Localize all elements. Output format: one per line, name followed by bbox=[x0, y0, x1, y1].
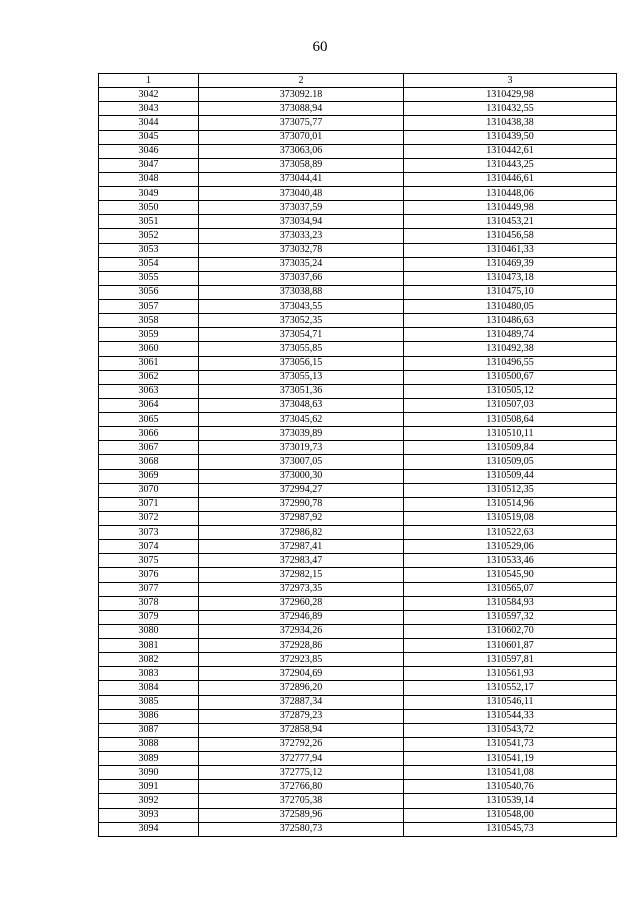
table-row bbox=[99, 653, 617, 667]
point-number-cell: 3057 bbox=[99, 300, 199, 314]
point-number-cell: 3055 bbox=[99, 271, 199, 285]
x-coordinate-cell: 373040,48 bbox=[199, 187, 404, 201]
y-coordinate-cell: 1310519,08 bbox=[404, 511, 617, 525]
table-row bbox=[99, 243, 617, 257]
point-number-cell: 3049 bbox=[99, 187, 199, 201]
table-row bbox=[99, 370, 617, 384]
header-cell-2: 2 bbox=[199, 74, 404, 88]
x-coordinate-cell: 372766,80 bbox=[199, 780, 404, 794]
y-coordinate-cell: 1310540,76 bbox=[404, 780, 617, 794]
y-coordinate-cell: 1310546,11 bbox=[404, 695, 617, 709]
x-coordinate-cell: 373033,23 bbox=[199, 229, 404, 243]
point-number-cell: 3067 bbox=[99, 441, 199, 455]
y-coordinate-cell: 1310522,63 bbox=[404, 526, 617, 540]
point-number-cell: 3083 bbox=[99, 667, 199, 681]
table-row bbox=[99, 695, 617, 709]
x-coordinate-cell: 373092.18 bbox=[199, 88, 404, 102]
y-coordinate-cell: 1310539,14 bbox=[404, 794, 617, 808]
x-coordinate-cell: 372923,85 bbox=[199, 653, 404, 667]
x-coordinate-cell: 372986,82 bbox=[199, 526, 404, 540]
y-coordinate-cell: 1310545,73 bbox=[404, 822, 617, 836]
y-coordinate-cell: 1310489,74 bbox=[404, 328, 617, 342]
x-coordinate-cell: 372589,96 bbox=[199, 808, 404, 822]
table-row bbox=[99, 808, 617, 822]
point-number-cell: 3059 bbox=[99, 328, 199, 342]
x-coordinate-cell: 373019,73 bbox=[199, 441, 404, 455]
point-number-cell: 3079 bbox=[99, 610, 199, 624]
x-coordinate-cell: 372987,41 bbox=[199, 540, 404, 554]
point-number-cell: 3043 bbox=[99, 102, 199, 116]
x-coordinate-cell: 372990,78 bbox=[199, 497, 404, 511]
y-coordinate-cell: 1310584,93 bbox=[404, 596, 617, 610]
point-number-cell: 3073 bbox=[99, 526, 199, 540]
y-coordinate-cell: 1310429,98 bbox=[404, 88, 617, 102]
x-coordinate-cell: 372946,89 bbox=[199, 610, 404, 624]
point-number-cell: 3044 bbox=[99, 116, 199, 130]
point-number-cell: 3070 bbox=[99, 483, 199, 497]
x-coordinate-cell: 373044,41 bbox=[199, 172, 404, 186]
point-number-cell: 3082 bbox=[99, 653, 199, 667]
y-coordinate-cell: 1310507,03 bbox=[404, 398, 617, 412]
x-coordinate-cell: 372887,34 bbox=[199, 695, 404, 709]
point-number-cell: 3058 bbox=[99, 314, 199, 328]
point-number-cell: 3081 bbox=[99, 639, 199, 653]
x-coordinate-cell: 373048,63 bbox=[199, 398, 404, 412]
point-number-cell: 3066 bbox=[99, 427, 199, 441]
y-coordinate-cell: 1310439,50 bbox=[404, 130, 617, 144]
header-cell-1: 1 bbox=[99, 74, 199, 88]
y-coordinate-cell: 1310473,18 bbox=[404, 271, 617, 285]
table-row bbox=[99, 596, 617, 610]
y-coordinate-cell: 1310509,05 bbox=[404, 455, 617, 469]
header-row bbox=[99, 74, 617, 88]
x-coordinate-cell: 373035,24 bbox=[199, 257, 404, 271]
y-coordinate-cell: 1310561,93 bbox=[404, 667, 617, 681]
point-number-cell: 3088 bbox=[99, 737, 199, 751]
point-number-cell: 3072 bbox=[99, 511, 199, 525]
table-header bbox=[99, 74, 617, 88]
table-row bbox=[99, 667, 617, 681]
point-number-cell: 3047 bbox=[99, 158, 199, 172]
y-coordinate-cell: 1310496,55 bbox=[404, 356, 617, 370]
point-number-cell: 3068 bbox=[99, 455, 199, 469]
table-row bbox=[99, 130, 617, 144]
point-number-cell: 3093 bbox=[99, 808, 199, 822]
table-row bbox=[99, 285, 617, 299]
x-coordinate-cell: 372983,47 bbox=[199, 554, 404, 568]
table-row bbox=[99, 257, 617, 271]
table-row bbox=[99, 441, 617, 455]
y-coordinate-cell: 1310541,08 bbox=[404, 766, 617, 780]
y-coordinate-cell: 1310453,21 bbox=[404, 215, 617, 229]
point-number-cell: 3065 bbox=[99, 413, 199, 427]
table-row bbox=[99, 384, 617, 398]
y-coordinate-cell: 1310509,84 bbox=[404, 441, 617, 455]
point-number-cell: 3046 bbox=[99, 144, 199, 158]
point-number-cell: 3051 bbox=[99, 215, 199, 229]
x-coordinate-cell: 373070,01 bbox=[199, 130, 404, 144]
y-coordinate-cell: 1310446,61 bbox=[404, 172, 617, 186]
point-number-cell: 3086 bbox=[99, 709, 199, 723]
x-coordinate-cell: 372994,27 bbox=[199, 483, 404, 497]
table-row bbox=[99, 158, 617, 172]
y-coordinate-cell: 1310544,33 bbox=[404, 709, 617, 723]
point-number-cell: 3045 bbox=[99, 130, 199, 144]
x-coordinate-cell: 373038,88 bbox=[199, 285, 404, 299]
y-coordinate-cell: 1310505,12 bbox=[404, 384, 617, 398]
y-coordinate-cell: 1310545,90 bbox=[404, 568, 617, 582]
table-row bbox=[99, 455, 617, 469]
x-coordinate-cell: 372775,12 bbox=[199, 766, 404, 780]
point-number-cell: 3094 bbox=[99, 822, 199, 836]
point-number-cell: 3085 bbox=[99, 695, 199, 709]
page-number: 60 bbox=[312, 39, 328, 55]
x-coordinate-cell: 373037,59 bbox=[199, 201, 404, 215]
y-coordinate-cell: 1310443,25 bbox=[404, 158, 617, 172]
x-coordinate-cell: 373055,85 bbox=[199, 342, 404, 356]
y-coordinate-cell: 1310514,96 bbox=[404, 497, 617, 511]
table-row bbox=[99, 201, 617, 215]
table-row bbox=[99, 356, 617, 370]
y-coordinate-cell: 1310475,10 bbox=[404, 285, 617, 299]
table-row bbox=[99, 172, 617, 186]
x-coordinate-cell: 373007,05 bbox=[199, 455, 404, 469]
y-coordinate-cell: 1310597,32 bbox=[404, 610, 617, 624]
x-coordinate-cell: 373034,94 bbox=[199, 215, 404, 229]
table-row bbox=[99, 822, 617, 836]
y-coordinate-cell: 1310509,44 bbox=[404, 469, 617, 483]
point-number-cell: 3084 bbox=[99, 681, 199, 695]
y-coordinate-cell: 1310552,17 bbox=[404, 681, 617, 695]
point-number-cell: 3054 bbox=[99, 257, 199, 271]
point-number-cell: 3076 bbox=[99, 568, 199, 582]
point-number-cell: 3087 bbox=[99, 723, 199, 737]
x-coordinate-cell: 372858,94 bbox=[199, 723, 404, 737]
table-row bbox=[99, 215, 617, 229]
y-coordinate-cell: 1310442,61 bbox=[404, 144, 617, 158]
x-coordinate-cell: 372987,92 bbox=[199, 511, 404, 525]
point-number-cell: 3062 bbox=[99, 370, 199, 384]
y-coordinate-cell: 1310565,07 bbox=[404, 582, 617, 596]
point-number-cell: 3089 bbox=[99, 752, 199, 766]
x-coordinate-cell: 373045,62 bbox=[199, 413, 404, 427]
point-number-cell: 3056 bbox=[99, 285, 199, 299]
x-coordinate-cell: 373054,71 bbox=[199, 328, 404, 342]
point-number-cell: 3074 bbox=[99, 540, 199, 554]
x-coordinate-cell: 372904,69 bbox=[199, 667, 404, 681]
table-row bbox=[99, 723, 617, 737]
y-coordinate-cell: 1310548,00 bbox=[404, 808, 617, 822]
point-number-cell: 3069 bbox=[99, 469, 199, 483]
table-row bbox=[99, 497, 617, 511]
y-coordinate-cell: 1310541,19 bbox=[404, 752, 617, 766]
table-row bbox=[99, 709, 617, 723]
y-coordinate-cell: 1310500,67 bbox=[404, 370, 617, 384]
table-row bbox=[99, 681, 617, 695]
point-number-cell: 3042 bbox=[99, 88, 199, 102]
x-coordinate-cell: 372777,94 bbox=[199, 752, 404, 766]
x-coordinate-cell: 372982,15 bbox=[199, 568, 404, 582]
table-row bbox=[99, 413, 617, 427]
table-row bbox=[99, 540, 617, 554]
table-row bbox=[99, 737, 617, 751]
x-coordinate-cell: 373039,89 bbox=[199, 427, 404, 441]
x-coordinate-cell: 373058,89 bbox=[199, 158, 404, 172]
x-coordinate-cell: 373055,13 bbox=[199, 370, 404, 384]
y-coordinate-cell: 1310449,98 bbox=[404, 201, 617, 215]
table-row bbox=[99, 780, 617, 794]
coordinates-table bbox=[98, 73, 617, 837]
y-coordinate-cell: 1310480,05 bbox=[404, 300, 617, 314]
y-coordinate-cell: 1310543,72 bbox=[404, 723, 617, 737]
x-coordinate-cell: 372705,38 bbox=[199, 794, 404, 808]
table-row bbox=[99, 116, 617, 130]
y-coordinate-cell: 1310448,06 bbox=[404, 187, 617, 201]
table-row bbox=[99, 144, 617, 158]
x-coordinate-cell: 373088,94 bbox=[199, 102, 404, 116]
x-coordinate-cell: 373056,15 bbox=[199, 356, 404, 370]
y-coordinate-cell: 1310512,35 bbox=[404, 483, 617, 497]
table-row bbox=[99, 328, 617, 342]
y-coordinate-cell: 1310541,73 bbox=[404, 737, 617, 751]
point-number-cell: 3064 bbox=[99, 398, 199, 412]
y-coordinate-cell: 1310461,33 bbox=[404, 243, 617, 257]
x-coordinate-cell: 373051,36 bbox=[199, 384, 404, 398]
table-row bbox=[99, 102, 617, 116]
point-number-cell: 3063 bbox=[99, 384, 199, 398]
x-coordinate-cell: 372792,26 bbox=[199, 737, 404, 751]
x-coordinate-cell: 373032,78 bbox=[199, 243, 404, 257]
table-row bbox=[99, 398, 617, 412]
table-row bbox=[99, 187, 617, 201]
x-coordinate-cell: 373043,55 bbox=[199, 300, 404, 314]
table-body bbox=[99, 88, 617, 837]
table-row bbox=[99, 554, 617, 568]
y-coordinate-cell: 1310438,38 bbox=[404, 116, 617, 130]
table-row bbox=[99, 639, 617, 653]
header-cell-3: 3 bbox=[404, 74, 617, 88]
x-coordinate-cell: 373000,30 bbox=[199, 469, 404, 483]
table-row bbox=[99, 229, 617, 243]
y-coordinate-cell: 1310533,46 bbox=[404, 554, 617, 568]
point-number-cell: 3092 bbox=[99, 794, 199, 808]
x-coordinate-cell: 372879,23 bbox=[199, 709, 404, 723]
table-row bbox=[99, 342, 617, 356]
table-row bbox=[99, 610, 617, 624]
x-coordinate-cell: 373052,35 bbox=[199, 314, 404, 328]
table-row bbox=[99, 300, 617, 314]
y-coordinate-cell: 1310601,87 bbox=[404, 639, 617, 653]
y-coordinate-cell: 1310469,39 bbox=[404, 257, 617, 271]
point-number-cell: 3075 bbox=[99, 554, 199, 568]
y-coordinate-cell: 1310486,63 bbox=[404, 314, 617, 328]
x-coordinate-cell: 372896,20 bbox=[199, 681, 404, 695]
table-row bbox=[99, 766, 617, 780]
point-number-cell: 3050 bbox=[99, 201, 199, 215]
point-number-cell: 3052 bbox=[99, 229, 199, 243]
table-row bbox=[99, 752, 617, 766]
y-coordinate-cell: 1310492,38 bbox=[404, 342, 617, 356]
point-number-cell: 3080 bbox=[99, 624, 199, 638]
y-coordinate-cell: 1310529,06 bbox=[404, 540, 617, 554]
table-row bbox=[99, 794, 617, 808]
x-coordinate-cell: 372934,26 bbox=[199, 624, 404, 638]
point-number-cell: 3091 bbox=[99, 780, 199, 794]
table-row bbox=[99, 469, 617, 483]
table-row bbox=[99, 526, 617, 540]
x-coordinate-cell: 372960,28 bbox=[199, 596, 404, 610]
table-row bbox=[99, 624, 617, 638]
point-number-cell: 3053 bbox=[99, 243, 199, 257]
y-coordinate-cell: 1310456,58 bbox=[404, 229, 617, 243]
x-coordinate-cell: 372580,73 bbox=[199, 822, 404, 836]
table-row bbox=[99, 271, 617, 285]
x-coordinate-cell: 373075,77 bbox=[199, 116, 404, 130]
x-coordinate-cell: 373063,06 bbox=[199, 144, 404, 158]
point-number-cell: 3090 bbox=[99, 766, 199, 780]
point-number-cell: 3078 bbox=[99, 596, 199, 610]
point-number-cell: 3071 bbox=[99, 497, 199, 511]
y-coordinate-cell: 1310510,11 bbox=[404, 427, 617, 441]
point-number-cell: 3077 bbox=[99, 582, 199, 596]
table-row bbox=[99, 582, 617, 596]
y-coordinate-cell: 1310602,70 bbox=[404, 624, 617, 638]
table-row bbox=[99, 427, 617, 441]
table-row bbox=[99, 88, 617, 102]
table-row bbox=[99, 511, 617, 525]
point-number-cell: 3048 bbox=[99, 172, 199, 186]
y-coordinate-cell: 1310597,81 bbox=[404, 653, 617, 667]
table-row bbox=[99, 314, 617, 328]
point-number-cell: 3061 bbox=[99, 356, 199, 370]
x-coordinate-cell: 372973,35 bbox=[199, 582, 404, 596]
point-number-cell: 3060 bbox=[99, 342, 199, 356]
x-coordinate-cell: 373037,66 bbox=[199, 271, 404, 285]
y-coordinate-cell: 1310508,64 bbox=[404, 413, 617, 427]
table-row bbox=[99, 568, 617, 582]
table-row bbox=[99, 483, 617, 497]
y-coordinate-cell: 1310432,55 bbox=[404, 102, 617, 116]
x-coordinate-cell: 372928,86 bbox=[199, 639, 404, 653]
